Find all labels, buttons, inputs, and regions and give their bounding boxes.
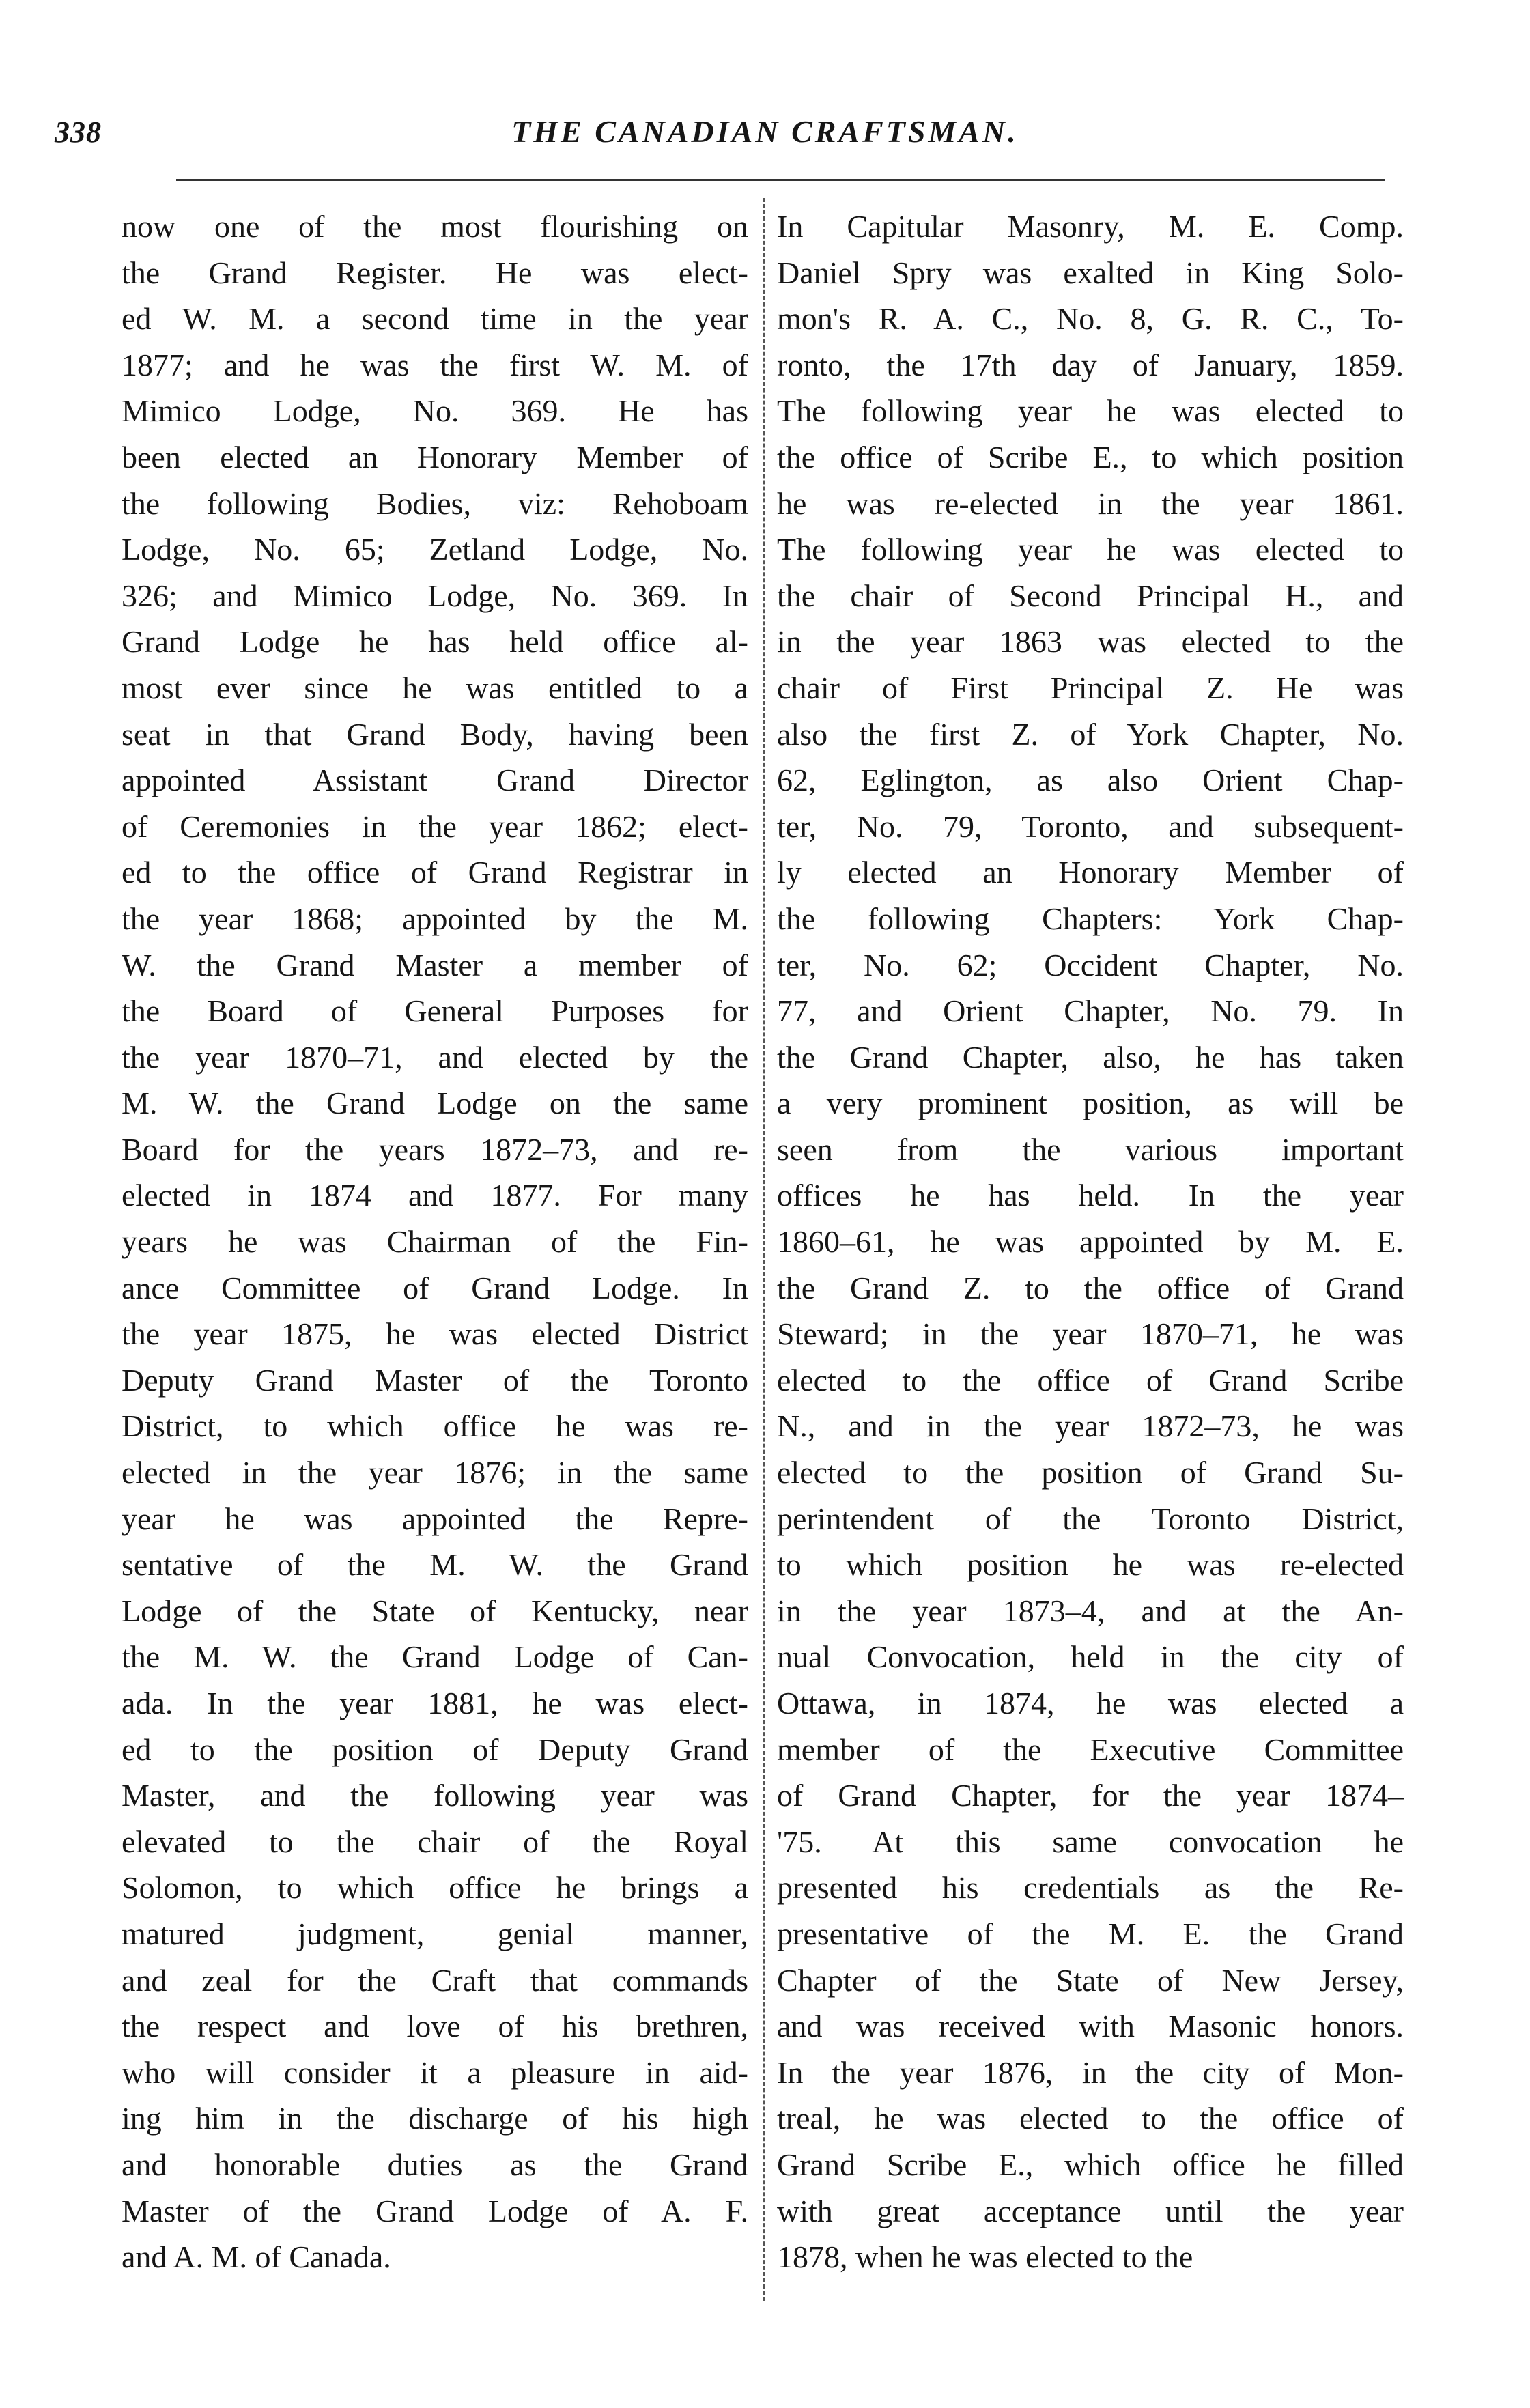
text-line: he was re-elected in the year 1861. xyxy=(777,485,1404,521)
text-line: elected to the position of Grand Su- xyxy=(777,1455,1404,1490)
text-line: perintendent of the Toronto District, xyxy=(777,1501,1404,1536)
text-line: Chapter of the State of New Jersey, xyxy=(777,1962,1404,1998)
text-line: years he was Chairman of the Fin- xyxy=(122,1224,748,1260)
text-line: The following year he was elected to xyxy=(777,393,1404,429)
text-line: the year 1868; appointed by the M. xyxy=(122,901,748,936)
text-line: a very prominent position, as will be xyxy=(777,1086,1404,1121)
text-line: ronto, the 17th day of January, 1859. xyxy=(777,347,1404,382)
text-line: 77, and Orient Chapter, No. 79. In xyxy=(777,993,1404,1029)
text-line: Steward; in the year 1870–71, he was xyxy=(777,1316,1404,1352)
text-line: matured judgment, genial manner, xyxy=(122,1916,748,1951)
text-line: Deputy Grand Master of the Toronto xyxy=(122,1362,748,1398)
text-line: elected to the office of Grand Scribe xyxy=(777,1362,1404,1398)
text-line: to which position he was re-elected xyxy=(777,1547,1404,1583)
text-line: now one of the most flourishing on xyxy=(122,209,748,244)
text-line: ada. In the year 1881, he was elect- xyxy=(122,1686,748,1720)
text-line: who will consider it a pleasure in aid- xyxy=(122,2054,748,2090)
text-line: mon's R. A. C., No. 8, G. R. C., To- xyxy=(777,301,1404,337)
text-line: elected in the year 1876; in the same xyxy=(122,1455,748,1490)
text-line: with great acceptance until the year xyxy=(777,2193,1404,2228)
text-line: the M. W. the Grand Lodge of Can- xyxy=(122,1639,748,1675)
text-line: seat in that Grand Body, having been xyxy=(122,716,748,752)
text-line: elected in 1874 and 1877. For many xyxy=(122,1178,748,1213)
text-line: 326; and Mimico Lodge, No. 369. In xyxy=(122,578,748,613)
text-line: offices he has held. In the year xyxy=(777,1178,1404,1213)
text-line: ter, No. 79, Toronto, and subsequent- xyxy=(777,808,1404,844)
text-line: treal, he was elected to the office of xyxy=(777,2101,1404,2136)
text-line: Board for the years 1872–73, and re- xyxy=(122,1131,748,1167)
text-line: the following Chapters: York Chap- xyxy=(777,901,1404,936)
text-line: seen from the various important xyxy=(777,1131,1404,1167)
text-line: ed to the position of Deputy Grand xyxy=(122,1731,748,1767)
text-line: ter, No. 62; Occident Chapter, No. xyxy=(777,947,1404,982)
text-line: the office of Scribe E., to which position xyxy=(777,439,1404,474)
text-line: the year 1870–71, and elected by the xyxy=(122,1039,748,1075)
text-line: the respect and love of his brethren, xyxy=(122,2009,748,2044)
text-line: ed W. M. a second time in the year xyxy=(122,301,748,337)
text-line: Master, and the following year was xyxy=(122,1778,748,1813)
text-line: the chair of Second Principal H., and xyxy=(777,578,1404,613)
text-line: the Grand Chapter, also, he has taken xyxy=(777,1039,1404,1075)
text-line: Master of the Grand Lodge of A. F. xyxy=(122,2193,748,2228)
text-line: appointed Assistant Grand Director xyxy=(122,763,748,798)
text-line: 1878, when he was elected to the xyxy=(777,2239,1193,2275)
text-line: '75. At this same convocation he xyxy=(777,1824,1404,1859)
text-line: chair of First Principal Z. He was xyxy=(777,670,1404,705)
text-line: the following Bodies, viz: Rehoboam xyxy=(122,485,748,521)
text-line: in the year 1863 was elected to the xyxy=(777,624,1404,660)
text-line: and A. M. of Canada. xyxy=(122,2239,391,2275)
header-rule xyxy=(176,179,1385,181)
text-line: the year 1875, he was elected District xyxy=(122,1316,748,1352)
text-line: sentative of the M. W. the Grand xyxy=(122,1547,748,1583)
text-line: In the year 1876, in the city of Mon- xyxy=(777,2054,1404,2090)
text-line: ly elected an Honorary Member of xyxy=(777,855,1404,890)
text-line: Ottawa, in 1874, he was elected a xyxy=(777,1686,1404,1720)
text-line: the Grand Z. to the office of Grand xyxy=(777,1270,1404,1305)
text-line: ed to the office of Grand Registrar in xyxy=(122,855,748,890)
text-line: Grand Scribe E., which office he filled xyxy=(777,2147,1404,2182)
text-line: also the first Z. of York Chapter, No. xyxy=(777,716,1404,752)
text-line: Grand Lodge he has held office al- xyxy=(122,624,748,660)
text-line: and honorable duties as the Grand xyxy=(122,2147,748,2182)
text-line: of Ceremonies in the year 1862; elect- xyxy=(122,808,748,844)
text-line: the Grand Register. He was elect- xyxy=(122,255,748,290)
text-line: N., and in the year 1872–73, he was xyxy=(777,1408,1404,1444)
column-divider xyxy=(763,198,765,2301)
page-number: 338 xyxy=(55,115,102,149)
text-line: The following year he was elected to xyxy=(777,532,1404,567)
right-column xyxy=(777,203,1404,2280)
text-line: District, to which office he was re- xyxy=(122,1408,748,1444)
text-line: most ever since he was entitled to a xyxy=(122,670,748,705)
text-line: ance Committee of Grand Lodge. In xyxy=(122,1270,748,1305)
text-line: In Capitular Masonry, M. E. Comp. xyxy=(777,209,1404,244)
text-line: Lodge, No. 65; Zetland Lodge, No. xyxy=(122,532,748,567)
text-line: elevated to the chair of the Royal xyxy=(122,1824,748,1859)
text-line: 62, Eglington, as also Orient Chap- xyxy=(777,763,1404,798)
text-line: and zeal for the Craft that commands xyxy=(122,1962,748,1998)
left-column xyxy=(122,203,748,2280)
text-line: Mimico Lodge, No. 369. He has xyxy=(122,393,748,429)
text-line: Solomon, to which office he brings a xyxy=(122,1870,748,1906)
text-line: 1860–61, he was appointed by M. E. xyxy=(777,1224,1404,1260)
text-line: presentative of the M. E. the Grand xyxy=(777,1916,1404,1951)
text-line: been elected an Honorary Member of xyxy=(122,439,748,474)
text-line: ing him in the discharge of his high xyxy=(122,2101,748,2136)
text-line: presented his credentials as the Re- xyxy=(777,1870,1404,1906)
text-line: Daniel Spry was exalted in King Solo- xyxy=(777,255,1404,290)
text-line: year he was appointed the Repre- xyxy=(122,1501,748,1536)
text-line: Lodge of the State of Kentucky, near xyxy=(122,1593,748,1628)
text-line: in the year 1873–4, and at the An- xyxy=(777,1593,1404,1628)
text-line: and was received with Masonic honors. xyxy=(777,2009,1404,2044)
text-line: W. the Grand Master a member of xyxy=(122,947,748,982)
text-line: M. W. the Grand Lodge on the same xyxy=(122,1086,748,1121)
text-line: the Board of General Purposes for xyxy=(122,993,748,1029)
text-line: nual Convocation, held in the city of xyxy=(777,1639,1404,1675)
text-line: 1877; and he was the first W. M. of xyxy=(122,347,748,382)
running-head: THE CANADIAN CRAFTSMAN. xyxy=(511,114,1019,149)
text-line: of Grand Chapter, for the year 1874– xyxy=(777,1778,1404,1813)
text-line: member of the Executive Committee xyxy=(777,1731,1404,1767)
